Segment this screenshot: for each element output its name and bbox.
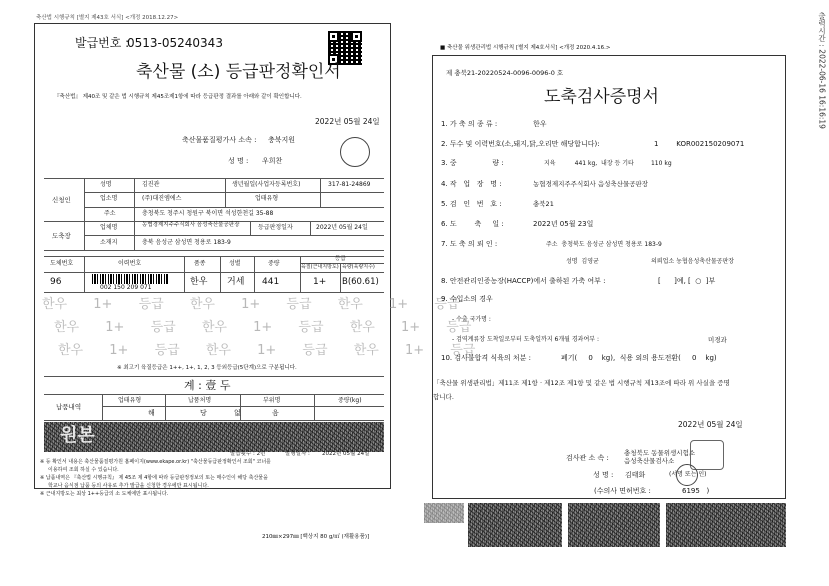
item-label: 6. 도 축 일 : [441,220,504,228]
vet-license-label: (수의사 면허번호 : [594,487,651,495]
weight: 441 [262,277,280,287]
grade-header: 등급 [335,256,346,262]
delivery-cell: 없 [234,409,241,417]
item-label: 3. 중 량 : [441,159,504,167]
watermark-row: 한우 1+ 등급 한우 1+ 등급 한우 1+ 등급 [58,343,476,358]
export-country: - 수출 국가명 : [452,316,491,323]
fail-disposal-label: 10. 검사불합격 식육의 처분 : [441,354,532,362]
workplace-name: 농협경제지주주식회사 음성축산물공판장 [533,180,649,188]
paper-size: 210㎜×297㎜ [백상지 80 g/㎡ (재활용품)] [262,534,370,540]
vet-license-number: 6195 ) [682,487,710,495]
security-strip [468,503,562,547]
delivery-label: 납품내역 [56,403,82,411]
carcass-no: 96 [50,277,62,287]
weight-header: 중량 [268,260,280,267]
slaughter-date: 2022년 05월 23일 [533,220,594,228]
export-days-value: 미경과 [708,336,727,344]
issue-date: 2022년 05월 24일 [322,451,370,457]
fail-disposal-value: 폐기( 0 kg), 식용 외의 용도전환( 0 kg) [561,354,717,362]
birth-header: 생년월일(사업자등록번호) [232,181,301,188]
grader-label: 축산물품질평가사 소속 : [182,136,257,144]
inspector-name: 김태화 [625,471,646,479]
barcode [92,274,168,284]
issue-number: 0513-05240343 [127,36,223,50]
item-label: 7. 도 축 의 뢰 인 : [441,240,498,248]
export-days: - 검역계류장 도착일로부터 도축일까지 6개월 경과여부 : [452,336,599,343]
inspector-org-label: 검사관 소 속 : [566,454,609,462]
security-strip [424,503,464,523]
note-line: 이용하여 조회 하실 수 있습니다. [48,467,119,473]
issue-number-label: 발급번호 : [75,36,130,50]
print-time-note: 출력시간 : 2022-06-16 16:16:19 [817,12,827,129]
delivery-header-weight: 중량(kg) [338,397,362,404]
watermark-row: 한우 1+ 등급 한우 1+ 등급 한우 1+ 등급 [54,320,472,335]
certificate-number: 제 충북21-20220524-0096-0096-0 호 [446,69,564,77]
company-name: (주)대진엠에스 [142,195,182,202]
inspection-title: 도축검사증명서 [544,87,659,107]
grader-org: 충북지원 [268,136,296,144]
applicant-address: 충청북도 청주시 청원구 북이면 석성한천길 35-88 [142,210,274,217]
grader-name-label: 성 명 : [228,157,249,165]
item-label: 2. 두수 및 이력번호(소,돼지,닭,오리만 해당합니다): [441,140,600,148]
delivery-header-place: 납품처명 [188,397,212,404]
inspector-seal [676,464,698,486]
sex-header: 성별 [229,260,241,267]
applicant-name: 김진관 [142,181,160,188]
certificate-date: 2022년 05월 24일 [678,420,743,429]
yield-grade: B(60.61) [342,277,379,287]
trace-no-header: 이력번호 [118,260,142,267]
delivery-cell: 당 [200,409,207,417]
requester-name: 성명 김영균 [566,258,599,265]
business-number: 317-81-24869 [328,181,371,188]
watermark-row: 한우 1+ 등급 한우 1+ 등급 한우 1+ 등급 [42,297,460,312]
location-header: 소재지 [100,239,118,246]
grading-date-header: 등급판정일자 [258,224,293,231]
legal-text-end: 합니다. [433,393,454,401]
address-header: 주소 [104,210,116,217]
grader-name: 우희찬 [262,157,283,165]
carcass-no-header: 도체번호 [50,260,74,267]
security-strip [568,503,660,547]
company-header: 업소명 [100,195,118,202]
note-line: ※ 근내지방도는 최상 1++등급의 소 도체에만 표시됩니다. [40,491,169,497]
note-line: ※ 등 확인서 내용은 축산물품질평가원 홈페이지(www.ekape.or.kr) "축산물등급판정확인서 조회" 코너를 [40,459,272,465]
legal-text: 「축산물 위생관리법」제11조 제1항 · 제12조 제1항 및 같은 법 시행규칙 제13조에 따라 위 사실을 증명 [433,379,730,387]
grade-footnote: ※ 최고기 육질등급은 1++, 1+, 1, 2, 3 등외등급(5단계)으로 구분됩니다. [117,365,297,371]
official-seal [690,440,724,470]
grading-intro: 『축산법』 제40조 및 같은 법 시행규칙 제45조제1항에 따라 등급판정 결과를 아래와 같이 확인합니다. [54,94,302,100]
stamp-number: 충북21 [533,200,554,208]
issue-count: 발급횟수 : 2번 [230,451,266,457]
requester-place: 의뢰업소 농협음성축산물공판장 [651,258,735,265]
slaughterhouse-label: 도축장 [52,232,71,240]
issue-date-label: 발행일자 : [285,451,310,457]
original-stamp: 원본 [60,425,95,446]
inspector-name-label: 성 명 : [593,471,614,479]
grading-date-value: 2022년 05월 24일 [316,224,368,231]
trace-no: 002 150 209 071 [100,284,152,291]
slaughterhouse-name: 농협경제지주주식회사 음성축산물공판장 [142,222,240,228]
head-count-trace: 1 KOR002150209071 [654,140,745,148]
right-form-ref: ■ 축산물 위생관리법 시행규칙 [별지 제4호서식] <개정 2020.4.16.> [440,45,611,51]
carcass-weight: 지육 441 kg, 내장 등 기타 110 kg [544,160,672,167]
note-line: 학교나 음식점 납품 등의 사유로 추가 발급을 신청한 경우에만 표시됩니다. [48,483,209,489]
qr-code [328,31,362,65]
delivery-header-part: 부위명 [263,397,281,404]
meat-quality-header: 육질(근내지방도) [301,264,339,270]
delivery-cell: 음 [272,409,279,417]
requester-address: 주소 충청북도 음성군 삼성면 청용로 183-9 [546,241,662,248]
grading-date: 2022년 05월 24일 [315,117,380,126]
slaughterhouse-name-header: 업체명 [100,224,118,231]
grader-seal [340,137,370,167]
applicant-label: 신청인 [52,196,71,204]
delivery-header-biztype: 업태유형 [118,397,142,404]
inspector-org-1: 충청북도 동물위생시험소 [624,449,696,457]
sign-mark: (서명 또는 인) [669,471,707,478]
breed: 한우 [190,277,208,287]
quality-grade: 1+ [313,277,327,287]
delivery-cell: 해 [148,409,155,417]
item-label: 1. 가 축 의 종 류 : [441,120,498,128]
total-count: 계 : 壹 두 [184,379,231,392]
applicant-name-header: 성명 [100,181,112,188]
security-pattern [44,422,384,452]
yield-header: 육량(육량지수) [342,264,375,270]
slaughterhouse-address: 충북 음성군 삼성면 청용로 183-9 [142,239,231,246]
grading-title: 축산물 (소) 등급판정확인서 [136,62,341,82]
haccp-question: 8. 안전관리인증농장(HACCP)에서 출하된 가축 여부 : [441,277,606,285]
note-line: ※ 납품내역은 『축산법 시행규칙』 제 45조 제 4항에 따라 등급판정정보의 또는 매수인이 해당 축산물을 [40,475,268,481]
left-form-ref: 축산법 시행규칙 [별지 제43호 서식] <개정 2018.12.27> [36,15,179,21]
export-label: 9. 수입소의 경우 [441,295,493,303]
breed-header: 품종 [194,260,206,267]
item-label: 4. 작 업 장 명 : [441,180,502,188]
item-label: 5. 검 인 번 호 : [441,200,502,208]
inspector-org-2: 음성축산물검사소 [624,457,675,465]
biztype-header: 업태유형 [255,195,279,202]
haccp-answer: [ ]예, [ ○ ]부 [658,277,716,285]
sex: 거세 [227,277,245,287]
security-strip [666,503,786,547]
livestock-kind: 한우 [533,120,547,128]
